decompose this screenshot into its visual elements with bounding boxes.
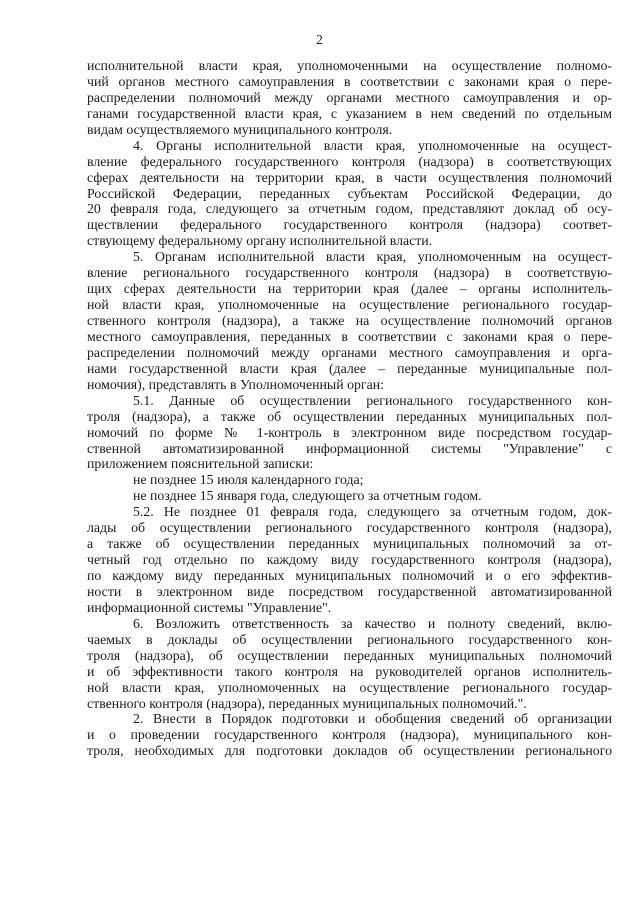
paragraph bbox=[87, 138, 612, 250]
text-line: нами государственной власти края (далее – переданные муниципальные пол- bbox=[87, 360, 612, 376]
text-line: ственного контроля (надзора), переданных муниципальных полномочий.". bbox=[87, 695, 527, 711]
text-line: 20 февраля года, следующего за отчетным годом, представляют доклад об осу- bbox=[87, 201, 612, 217]
text-line: троля (надзора), а также об осуществлении переданных муниципальных пол- bbox=[87, 408, 612, 424]
text-line: щих сферах деятельности на территории края (далее – органы исполнитель- bbox=[87, 281, 612, 297]
text-line: номочий по форме № 1-контроль в электронном виде посредством государ- bbox=[87, 424, 612, 440]
text-line: не позднее 15 января года, следующего за отчетным годом. bbox=[133, 488, 482, 504]
text-line: и о проведении государственного контроля (надзора), муниципального кон- bbox=[87, 727, 612, 743]
text-line: Российской Федерации, переданных субъектам Российской Федерации, до bbox=[87, 185, 612, 201]
text-line: вление федерального государственного контроля (надзора) в соответствующих bbox=[87, 153, 612, 169]
text-line: 5.2. Не позднее 01 февраля года, следующего за отчетным годом, док- bbox=[133, 504, 612, 520]
text-line: 2. Внести в Порядок подготовки и обобщения сведений об организации bbox=[133, 711, 612, 727]
text-line: вление регионального государственного контроля (надзора) в соответствую- bbox=[87, 265, 612, 281]
paragraph bbox=[87, 393, 612, 473]
text-line: ществлении федерального государственного контроля (надзора) соответ- bbox=[87, 217, 612, 233]
text-line: ственной автоматизированной информационной системы "Управление" с bbox=[87, 440, 612, 456]
text-line: видам осуществляемого муниципального контроля. bbox=[87, 121, 393, 137]
text-line: чий органов местного самоуправления в соответствии с законами края о пере- bbox=[87, 73, 612, 89]
text-line: 5. Органам исполнительной власти края, уполномоченным на осущест- bbox=[133, 249, 612, 265]
text-line: не позднее 15 июля календарного года; bbox=[133, 472, 364, 488]
paragraph bbox=[87, 711, 612, 759]
text-line: распределении полномочий между органами местного самоуправления и орга- bbox=[87, 344, 612, 360]
text-line: 4. Органы исполнительной власти края, уполномоченные на осущест- bbox=[133, 137, 612, 153]
text-line: и об эффективности такого контроля на руководителей органов исполнитель- bbox=[87, 663, 612, 679]
text-line: исполнительной власти края, уполномоченными на осуществление полномо- bbox=[87, 58, 612, 73]
text-line: ганами государственной власти края, с указанием в нем сведений по отдельным bbox=[87, 105, 612, 121]
text-line: троля (надзора), об осуществлении переданных муниципальных полномочий bbox=[87, 647, 612, 663]
document-body bbox=[87, 58, 612, 759]
text-line: приложением пояснительной записки: bbox=[87, 456, 314, 472]
paragraph bbox=[87, 249, 612, 392]
paragraph bbox=[87, 488, 612, 504]
paragraph bbox=[87, 504, 612, 616]
paragraph bbox=[87, 616, 612, 712]
text-line: распределении полномочий между органами местного самоуправления и ор- bbox=[87, 89, 612, 105]
text-line: ствующему федеральному органу исполнительной власти. bbox=[87, 233, 433, 249]
page-number: 2 bbox=[316, 32, 323, 47]
text-line: информационной системы "Управление". bbox=[87, 599, 332, 615]
text-line: 5.1. Данные об осуществлении регионального государственного кон- bbox=[133, 392, 612, 408]
paragraph bbox=[87, 58, 612, 138]
text-line: троля, необходимых для подготовки докладов об осуществлении регионального bbox=[87, 743, 612, 759]
text-line: ности в электронном виде посредством государственной автоматизированной bbox=[87, 583, 612, 599]
text-line: а также об осуществлении переданных муниципальных полномочий за от- bbox=[87, 536, 612, 552]
text-line: чаемых в доклады об осуществлении регионального государственного кон- bbox=[87, 631, 612, 647]
text-line: местного самоуправления, переданных в соответствии с законами края о пере- bbox=[87, 328, 612, 344]
text-line: ной власти края, уполномоченных на осуществление регионального государ- bbox=[87, 679, 612, 695]
text-line: лады об осуществлении регионального государственного контроля (надзора), bbox=[87, 520, 612, 536]
text-line: 6. Возложить ответственность за качество и полноту сведений, вклю- bbox=[133, 615, 612, 631]
text-line: четный год отдельно по каждому виду государственного контроля (надзора), bbox=[87, 552, 612, 568]
text-line: номочия), представлять в Уполномоченный орган: bbox=[87, 376, 385, 392]
text-line: ной власти края, уполномоченные на осуществление регионального государ- bbox=[87, 297, 612, 313]
text-line: по каждому виду переданных муниципальных полномочий и о его эффектив- bbox=[87, 568, 612, 583]
text-line: ственного контроля (надзора), а также на осуществление полномочий органов bbox=[87, 313, 612, 328]
paragraph bbox=[87, 472, 612, 488]
text-line: сферах деятельности на территории края, в части осуществления полномочий bbox=[87, 169, 612, 185]
